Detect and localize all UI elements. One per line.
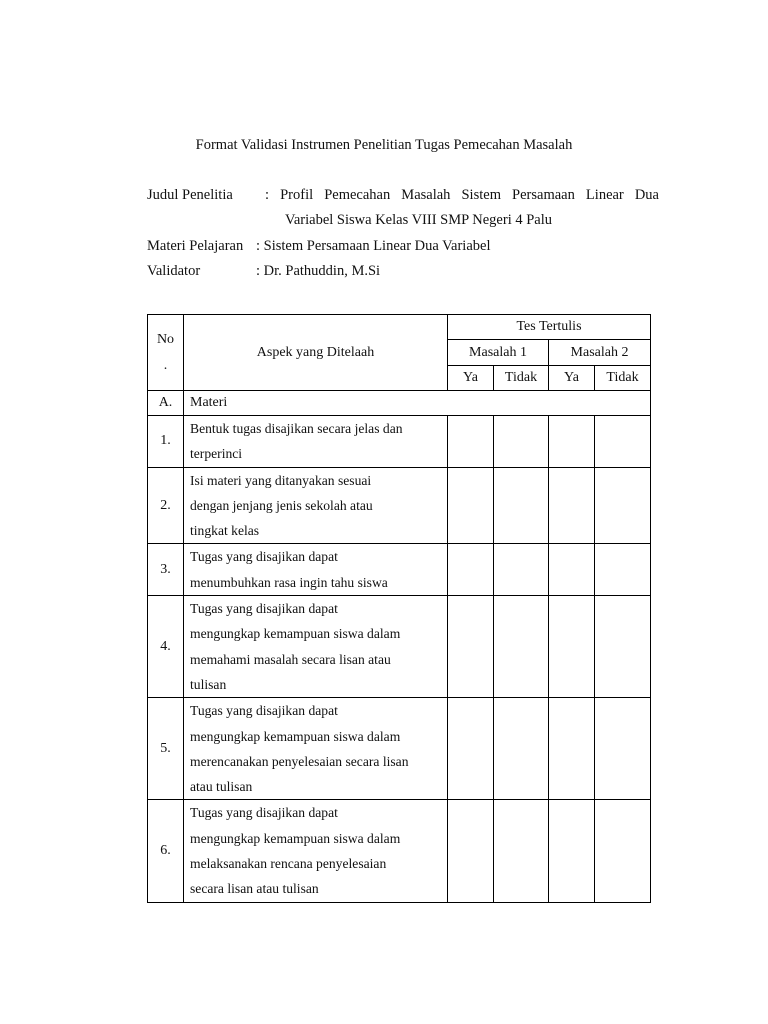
row-aspect-line: mengungkap kemampuan siswa dalam <box>190 728 401 744</box>
check-cell-m1-ya[interactable] <box>448 698 494 800</box>
check-cell-m2-ya[interactable] <box>549 698 595 800</box>
check-cell-m1-ya[interactable] <box>448 596 494 698</box>
row-aspect <box>184 544 448 596</box>
row-aspect-line: Tugas yang disajikan dapat <box>190 549 338 565</box>
check-cell-m1-tidak[interactable] <box>494 698 549 800</box>
section-label: Materi <box>184 391 651 416</box>
row-aspect <box>184 800 448 902</box>
row-aspect-line: dengan jenjang jenis sekolah atau <box>190 497 373 513</box>
check-cell-m2-tidak[interactable] <box>595 596 651 698</box>
row-number: 2. <box>148 467 184 544</box>
row-number: 4. <box>148 596 184 698</box>
row-aspect-line: Tugas yang disajikan dapat <box>190 601 338 617</box>
materi-label: Materi Pelajaran <box>147 238 244 254</box>
header-no-text: No <box>156 331 175 347</box>
check-cell-m1-ya[interactable] <box>448 416 494 468</box>
check-cell-m1-ya[interactable] <box>448 544 494 596</box>
row-aspect-line: mengungkap kemampuan siswa dalam <box>190 830 401 846</box>
row-aspect <box>184 698 448 800</box>
row-aspect-line: memahami masalah secara lisan atau <box>190 651 391 667</box>
section-no: A. <box>148 391 184 416</box>
row-aspect-line: menumbuhkan rasa ingin tahu siswa <box>190 574 388 590</box>
judul-label: Judul Penelitia <box>147 187 233 203</box>
check-cell-m2-ya[interactable] <box>549 800 595 902</box>
row-number: 6. <box>148 800 184 902</box>
row-aspect-line: Isi materi yang ditanyakan sesuai <box>190 472 372 488</box>
header-aspek: Aspek yang Ditelaah <box>184 315 448 391</box>
check-cell-m1-ya[interactable] <box>448 800 494 902</box>
check-cell-m1-tidak[interactable] <box>494 596 549 698</box>
header-no <box>148 315 184 391</box>
check-cell-m2-ya[interactable] <box>549 467 595 544</box>
header-masalah-2: Masalah 2 <box>549 340 651 366</box>
table-row <box>148 416 651 468</box>
row-number: 3. <box>148 544 184 596</box>
row-aspect <box>184 596 448 698</box>
check-cell-m1-tidak[interactable] <box>494 544 549 596</box>
check-cell-m2-tidak[interactable] <box>595 416 651 468</box>
check-cell-m2-tidak[interactable] <box>595 698 651 800</box>
row-aspect-line: atau tulisan <box>190 779 253 795</box>
validator-label: Validator <box>147 263 201 279</box>
document-title: Format Validasi Instrumen Penelitian Tugas Pemecahan Masalah <box>195 137 573 153</box>
header-masalah-1: Masalah 1 <box>448 340 549 366</box>
row-aspect-line: Tugas yang disajikan dapat <box>190 805 338 821</box>
check-cell-m2-tidak[interactable] <box>595 467 651 544</box>
judul-value-line1: : Profil Pemecahan Masalah Sistem Persamaan Linear Dua <box>265 187 659 203</box>
table-row <box>148 467 651 544</box>
row-aspect-line: Bentuk tugas disajikan secara jelas dan <box>190 421 403 436</box>
header-m1-tidak: Tidak <box>494 366 549 391</box>
check-cell-m1-tidak[interactable] <box>494 800 549 902</box>
judul-value-line2: Variabel Siswa Kelas VIII SMP Negeri 4 Palu <box>285 212 552 228</box>
row-aspect-line: secara lisan atau tulisan <box>190 881 319 897</box>
check-cell-m2-ya[interactable] <box>549 596 595 698</box>
table-row <box>148 596 651 698</box>
header-tes-tertulis: Tes Tertulis <box>448 315 651 340</box>
row-aspect <box>184 467 448 544</box>
header-m2-ya: Ya <box>549 366 595 391</box>
row-aspect <box>184 416 448 468</box>
row-aspect-line: Tugas yang disajikan dapat <box>190 703 338 719</box>
table-body <box>148 416 651 903</box>
row-aspect-line: melaksanakan rencana penyelesaian <box>190 856 387 872</box>
section-row <box>148 391 651 416</box>
table-row <box>148 698 651 800</box>
validator-value: : Dr. Pathuddin, M.Si <box>256 263 381 279</box>
table-row <box>148 800 651 902</box>
header-m2-tidak: Tidak <box>595 366 651 391</box>
check-cell-m2-tidak[interactable] <box>595 544 651 596</box>
check-cell-m1-tidak[interactable] <box>494 416 549 468</box>
row-number: 1. <box>148 416 184 468</box>
row-aspect-line: terperinci <box>190 446 243 462</box>
validation-table <box>147 314 651 903</box>
check-cell-m2-ya[interactable] <box>549 416 595 468</box>
row-aspect-line: tulisan <box>190 676 227 692</box>
check-cell-m1-ya[interactable] <box>448 467 494 544</box>
row-aspect-line: tingkat kelas <box>190 523 260 539</box>
materi-value: : Sistem Persamaan Linear Dua Variabel <box>256 238 491 254</box>
header-no-dot: . <box>163 357 168 373</box>
check-cell-m2-ya[interactable] <box>549 544 595 596</box>
row-aspect-line: merencanakan penyelesaian secara lisan <box>190 753 409 769</box>
check-cell-m1-tidak[interactable] <box>494 467 549 544</box>
row-number: 5. <box>148 698 184 800</box>
check-cell-m2-tidak[interactable] <box>595 800 651 902</box>
header-row-1 <box>148 315 651 340</box>
header-m1-ya: Ya <box>448 366 494 391</box>
row-aspect-line: mengungkap kemampuan siswa dalam <box>190 626 401 642</box>
table-row <box>148 544 651 596</box>
